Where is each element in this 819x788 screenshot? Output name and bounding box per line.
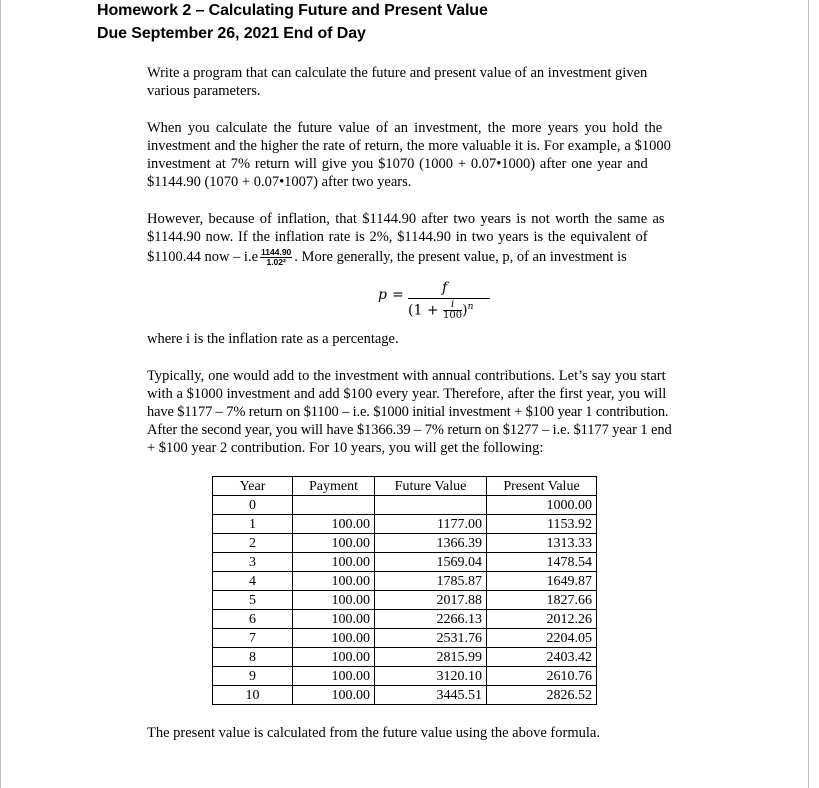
formula-paren-close: ) [462,302,468,319]
due-date: Due September 26, 2021 End of Day [97,25,366,42]
cell-future-value: 1569.04 [375,553,487,572]
cell-year: 0 [213,496,293,515]
cell-payment: 100.00 [293,667,375,686]
closing-paragraph [147,724,723,742]
cell-future-value: 2815.99 [375,648,487,667]
cell-future-value: 3120.10 [375,667,487,686]
cell-future-value: 3445.51 [375,686,487,705]
column-header-future-value: Future Value [375,477,487,496]
formula-rate-100: 100 [443,310,463,321]
cell-present-value: 1478.54 [487,553,597,572]
inflation-definition [147,330,723,348]
text-line: Typically, one would add to the investment with annual contributions. Let’s say you start [147,368,666,384]
inline-fraction [260,248,292,267]
cell-present-value: 2204.05 [487,629,597,648]
text-line: $1144.90 (1070 + 0.07•1007) after two years. [147,174,412,190]
investment-table [212,476,597,705]
cell-year: 2 [213,534,293,553]
cell-present-value: 2826.52 [487,686,597,705]
fraction-denominator: 1.02² [266,257,286,268]
text-line: + $100 year 2 contribution. For 10 years, you will get the following: [147,440,544,456]
cell-year: 5 [213,591,293,610]
text-line: $1144.90 now. If the inflation rate is 2%, $1144.90 in two years is the equivalent of [147,229,648,245]
cell-year: 8 [213,648,293,667]
text-line: with a $1000 investment and add $100 every year. Therefore, after the first year, you will [147,386,667,402]
table-row [213,496,597,515]
formula-denominator [408,300,473,321]
cell-future-value: 2531.76 [375,629,487,648]
table-row [213,553,597,572]
cell-present-value: 2012.26 [487,610,597,629]
cell-payment [293,496,375,515]
table-row [213,610,597,629]
text-fragment: . More generally, the present value, p, of an investment is [294,249,627,265]
column-header-payment: Payment [293,477,375,496]
text-line: where i is the inflation rate as a percentage. [147,331,399,347]
table-row [213,648,597,667]
cell-payment: 100.00 [293,515,375,534]
intro-paragraph [147,64,723,100]
cell-future-value [375,496,487,515]
cell-present-value: 2403.42 [487,648,597,667]
text-line: investment at 7% return will give you $1070 (1000 + 0.07•1000) after one year and [147,156,648,172]
table-body [213,496,597,705]
formula-rate-fraction [443,300,462,321]
cell-present-value: 2610.76 [487,667,597,686]
future-value-paragraph [147,119,723,191]
table-header-row [213,477,597,496]
cell-present-value: 1153.92 [487,515,597,534]
cell-year: 4 [213,572,293,591]
formula-fraction-bar [408,298,490,299]
formula-rate-i: i [443,300,462,311]
formula-lhs: p [378,287,387,303]
cell-future-value: 2017.88 [375,591,487,610]
table-row [213,572,597,591]
formula-equals: = [392,287,404,303]
table-row [213,534,597,553]
table-row [213,591,597,610]
cell-future-value: 2266.13 [375,610,487,629]
text-line [147,248,723,267]
fraction-numerator: 1144.90 [261,247,292,258]
cell-payment: 100.00 [293,629,375,648]
table-row [213,667,597,686]
text-line: have $1177 – 7% return on $1100 – i.e. $1000 initial investment + $100 year 1 contribution. [147,404,669,420]
column-header-year: Year [213,477,293,496]
cell-present-value: 1313.33 [487,534,597,553]
cell-year: 10 [213,686,293,705]
cell-future-value: 1177.00 [375,515,487,534]
cell-present-value: 1649.87 [487,572,597,591]
cell-payment: 100.00 [293,610,375,629]
cell-payment: 100.00 [293,686,375,705]
table-row [213,629,597,648]
cell-year: 7 [213,629,293,648]
assignment-title: Homework 2 – Calculating Future and Present Value [97,2,488,19]
table-row [213,515,597,534]
table-row [213,686,597,705]
text-line: various parameters. [147,83,261,99]
cell-payment: 100.00 [293,534,375,553]
cell-payment: 100.00 [293,572,375,591]
text-line: After the second year, you will have $1366.39 – 7% return on $1277 – i.e. $1177 year 1 end [147,422,672,438]
formula-paren-open: (1 + [408,302,439,319]
cell-future-value: 1785.87 [375,572,487,591]
cell-future-value: 1366.39 [375,534,487,553]
contributions-paragraph [147,367,723,457]
text-line: When you calculate the future value of an investment, the more years you hold the [147,120,663,136]
present-value-formula [378,282,518,332]
text-line: Write a program that can calculate the future and present value of an investment given [147,65,648,81]
text-line: However, because of inflation, that $1144.90 after two years is not worth the same as [147,211,665,227]
text-fragment: $1100.44 now – i.e [147,249,259,265]
cell-payment: 100.00 [293,648,375,667]
cell-payment: 100.00 [293,553,375,572]
cell-year: 1 [213,515,293,534]
text-line: The present value is calculated from the future value using the above formula. [147,725,600,741]
text-line: investment and the higher the rate of return, the more valuable it is. For example, a $1000 [147,138,671,154]
cell-present-value: 1000.00 [487,496,597,515]
inflation-paragraph [147,210,723,267]
column-header-present-value: Present Value [487,477,597,496]
formula-exponent: n [467,301,474,312]
cell-year: 6 [213,610,293,629]
cell-year: 9 [213,667,293,686]
cell-year: 3 [213,553,293,572]
formula-numerator: f [442,280,448,296]
cell-present-value: 1827.66 [487,591,597,610]
cell-payment: 100.00 [293,591,375,610]
